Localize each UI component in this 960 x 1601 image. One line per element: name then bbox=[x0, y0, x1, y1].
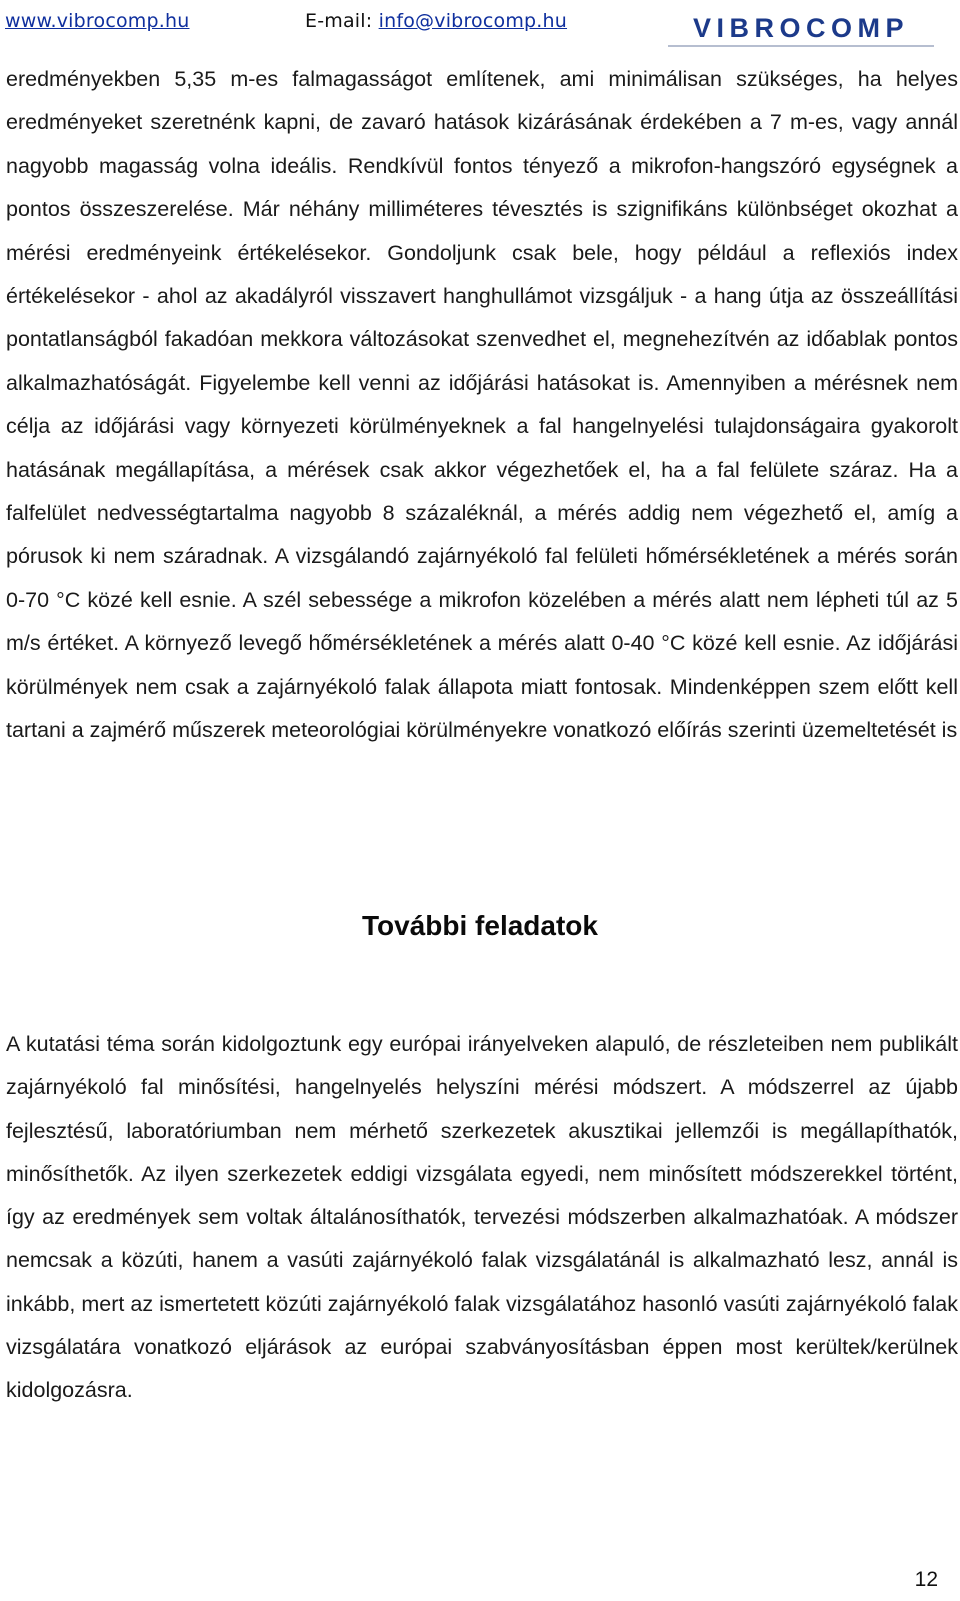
paragraph-measurement-conditions: eredményekben 5,35 m-es falmagasságot említenek, ami minimálisan szükséges, ha helyes eredményeket szeretnénk kapni, de zavaró hatások kizárásának érdekében a 7 m-es, vagy annál nagyobb magasság volna ideális. Rendkívül fontos tényező a mikrofon-hangszóró egységnek a pontos összeszerelése. Már néhány milliméteres tévesztés is szignifikáns különbséget okozhat a mérési eredményeink értékelésekor. Gondoljunk csak bele, hogy például a reflexiós index értékelésekor - ahol az akadályról visszavert hanghullámot vizsgáljuk - a hang útja az összeállítási pontatlanságból fakadóan mekkora változásokat szenvedhet el, megnehezítvén az időablak pontos alkalmazhatóságát. Figyelembe kell venni az időjárási hatásokat is. Amennyiben a mérésnek nem célja az időjárási vagy környezeti körülményeknek a fal hangelnyelési tulajdonságaira gyakorolt hatásának megállapítása, a mérések csak akkor végezhetőek el, ha a fal felülete száraz. Ha a falfelület nedvességtartalma nagyobb 8 százaléknál, a mérés addig nem végezhető el, amíg a pórusok ki nem száradnak. A vizsgálandó zajárnyékoló fal felületi hőmérsékletének a mérés során 0-70 °C közé kell esnie. A szél sebessége a mikrofon közelében a mérés alatt nem lépheti túl az 5 m/s értéket. A környező levegő hőmérsékletének a mérés alatt 0-40 °C közé kell esnie. Az időjárási körülmények nem csak a zajárnyékoló falak állapota miatt fontosak. Mindenképpen szem előtt kell tartani a zajmérő műszerek meteorológiai körülményekre vonatkozó előírás szerinti üzemeltetését is bbox=[6, 67, 958, 743]
page-number: 12 bbox=[914, 1568, 938, 1591]
email-contact bbox=[305, 10, 567, 32]
section-heading: További feladatok bbox=[362, 910, 598, 941]
page-header bbox=[0, 0, 960, 50]
website-link[interactable]: www.vibrocomp.hu bbox=[5, 10, 190, 32]
paragraph-further-tasks: A kutatási téma során kidolgoztunk egy európai irányelveken alapuló, de részleteiben nem publikált zajárnyékoló fal minősítési, hangelnyelés helyszíni mérési módszert. A módszerrel az újabb fejlesztésű, laboratóriumban nem mérhető szerkezetek akusztikai jellemzői is megállapíthatók, minősíthetők. Az ilyen szerkezetek eddigi vizsgálata egyedi, nem minősített módszerekkel történt, így az eredmények sem voltak általánosíthatók, tervezési módszerben alkalmazhatóak. A módszer nemcsak a közúti, hanem a vasúti zajárnyékoló falak vizsgálatánál is alkalmazható lesz, annál is inkább, mert az ismertetett közúti zajárnyékoló falak vizsgálatához hasonló vasúti zajárnyékoló falak vizsgálatára vonatkozó eljárások az európai szabványosításban éppen most kerültek/kerülnek kidolgozásra. bbox=[6, 1032, 958, 1403]
email-link[interactable]: info@vibrocomp.hu bbox=[378, 10, 568, 32]
vibrocomp-logo bbox=[666, 12, 936, 50]
logo-wordmark: VIBROCOMP bbox=[692, 13, 910, 43]
email-label: E-mail: bbox=[305, 10, 379, 32]
